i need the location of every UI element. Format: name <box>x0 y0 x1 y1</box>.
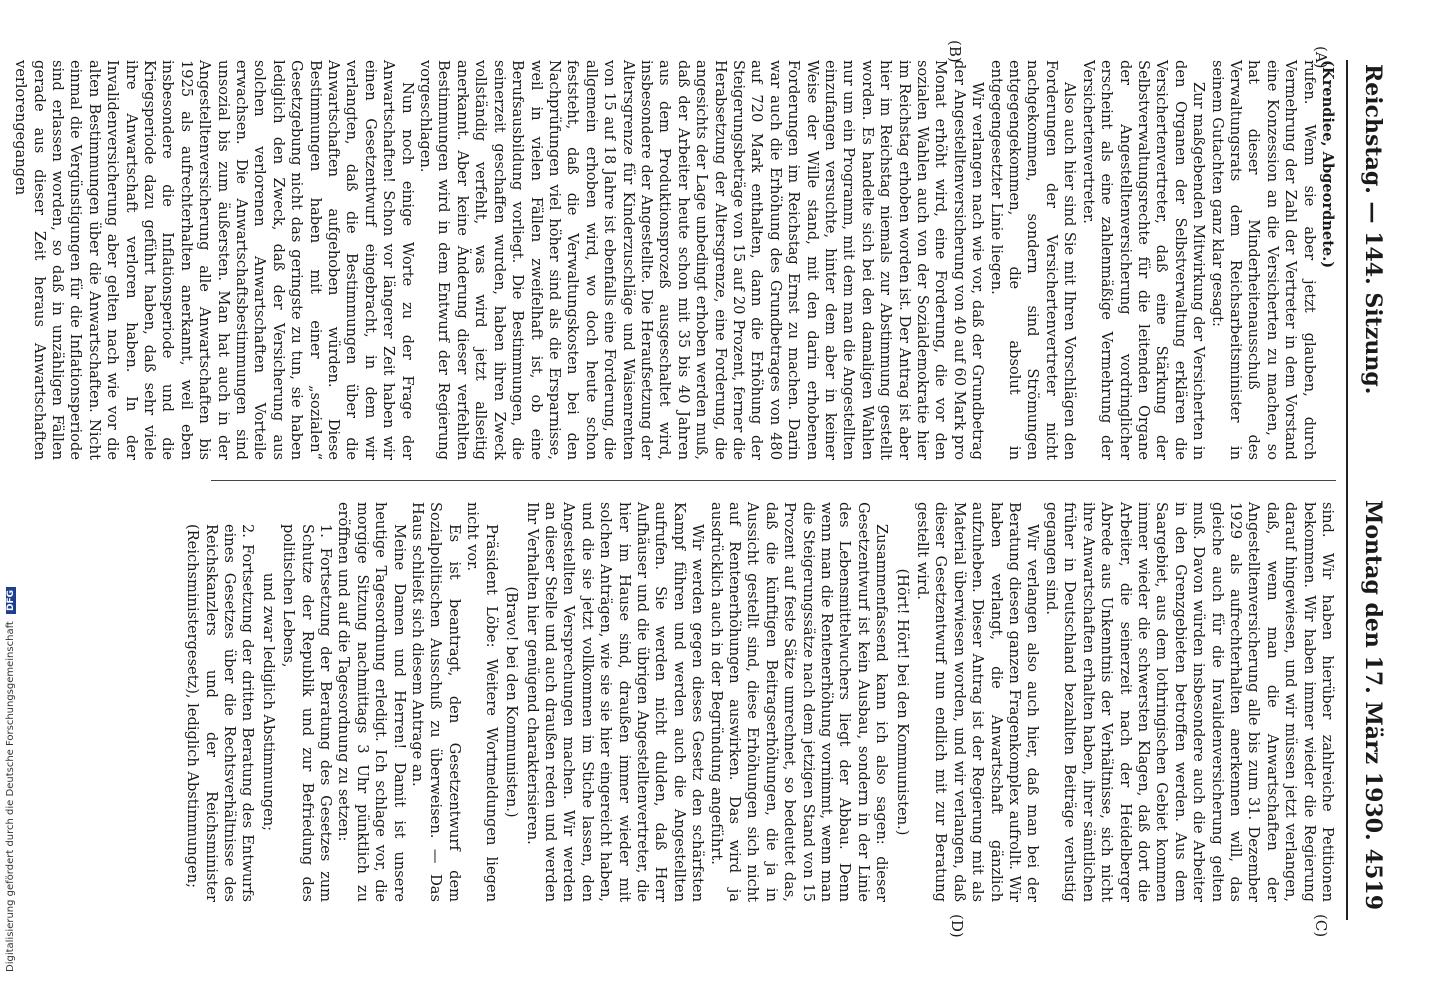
column-divider <box>211 480 1336 481</box>
paragraph: Wir verlangen nach wie vor, daß der Grundbetrag der Angestelltenversicherung von 40 auf 60 Mark pro Monat erhöht wird, eine Forderung, die vor den sozialen Wahlen auch von der Sozialdemokratie hier im Reichstag erhoben worden ist. Der Antrag ist aber hier im Reichstag niemals zur Abstimmung gestellt worden. Es handelte sich bei den damaligen Wahlen nur um ein Programm, mit dem man die Angestellten einzufangen versuchte, hinter dem aber in keiner Weise der Wille stand, mit den darin erhobenen Forderungen im Reichstag Ernst zu machen. Darin war auch die Erhöhung des Grundbetrages von 480 auf 720 Mark enthalten, dann die Erhöhung der Steigerungsbeträge von 15 auf 20 Prozent, ferner die Herabsetzung der Altersgrenze, eine Forderung, die angesichts der Lage unbedingt erhoben werden muß, daß der Arbeiter heute schon mit 35 bis 40 Jahren aus dem Produktionsprozeß ausgeschaltet wird, insbesondere der Angestellte. Die Heraufsetzung der Altersgrenze für Kinderzuschläge und Waisenrenten von 15 auf 18 Jahre ist ebenfalls eine Forderung, die allgemein erhoben wird, wo doch heute schon feststeht, daß die Verwaltungskosten bei den Nachprüfungen viel höher sind als die Ersparnisse, weil in vielen Fällen zweifelhaft ist, ob eine Berufsausbildung vorliegt. Die Bestimmungen, die seinerzeit geschaffen wurden, haben ihren Zweck vollständig verfehlt, was wird jetzt allseitig anerkannt. Aber keine Änderung dieser verfehlten Bestimmungen wird in dem Entwurf der Regierung vorgeschlagen. <box>417 60 987 460</box>
paragraph: (Hört! Hört! bei den Kommunisten.) <box>893 568 911 836</box>
paragraph: 1. Fortsetzung der Beratung des Gesetzes zum Schutze der Republik und zur Befriedung des politischen Lebens, <box>280 524 335 902</box>
paragraph: (Bravo! bei den Kommunisten.) <box>503 586 521 818</box>
paragraph: Zusammenfassend kann ich also sagen: dieser Gesetzentwurf ist kein Ausbau, sondern in der Linie des Lebensmittelwuchers liegt der Abbau. Denn wenn man die Rentenerhöhung vornimmt, wenn man die Steigerungssätze nach dem jetzigen Stand von 15 Prozent auf feste Sätze umrechnet, so bedeutet das, daß die künftigen Beitragserhöhungen, die ja in Aussicht gestellt sind, diese Erhöhungen sich nicht auf Rentenerhöhungen auswirken. Das wird ja ausdrücklich auch in der Begründung angeführt. <box>707 502 891 902</box>
page-header <box>1346 60 1386 940</box>
page-number: 4519 <box>1360 848 1386 910</box>
paragraph: Wir verlangen also auch hier, daß man bei der Beratung diesen ganzen Fragenkomplex aufrollt. Wir haben verlangt, die Anwartschaft gänzlich aufzuheben. Dieser Antrag ist der Regierung mit als Material überwiesen worden, und wir verlangen, daß dieser Gesetzentwurf nun endlich mit zur Beratung gestellt wird. <box>914 502 1042 902</box>
margin-mark-c: (C) <box>1312 914 1330 938</box>
paragraph: Nun noch einige Worte zu der Frage der Anwartschaften! Schon vor längerer Zeit haben wir einen Gesetzentwurf eingebracht, in dem wir verlangten, daß die Bestimmungen über die Anwartschaften aufgehoben würden. Diese Bestimmungen haben mit einer „sozialen“ Gesetzgebung nicht das geringste zu tun, sie haben lediglich den Zweck, daß der Versicherung aus solchen verlorenen Anwartschaften Vorteile erwachsen. Die Anwartschaftsbestimmungen sind unsozial bis zum äußersten. Man hat auch in der Angestelltenversicherung alle Anwartschaften bis 1925 als aufrechterhalten anerkannt, weil eben insbesondere die Inflationsperiode und die Kriegsperiode dazu geführt haben, daß sehr viele ihre Anwartschaft verloren haben. In der Invalidenversicherung aber gelten nach wie vor die alten Bestimmungen über die Anwartschaften. Nicht einmal die Vergünstigungen für die Inflationsperiode sind erlassen worden, so daß in unzähligen Fällen gerade aus dieser Zeit heraus Anwartschaften verlorengegangen <box>12 60 416 460</box>
right-column <box>184 502 1336 902</box>
paragraph: Also auch hier sind Sie mit Ihren Vorschlägen den Forderungen der Versichertenvertreter nicht nachgekommen, sondern sind Strömungen entgegengekommen, die absolut in entgegengesetzter Linie liegen. <box>987 60 1079 460</box>
paragraph: Meine Damen und Herren! Damit ist unsere heutige Tagesordnung erledigt. Ich schlage vor, die morgige Sitzung nachmittags 3 Uhr pünktlich zu eröffnen und auf die Tagesordnung zu setzen: <box>335 502 408 902</box>
credit-text: Digitalisierung gefördert durch die Deutsche Forschungsgemeinschaft <box>5 621 16 972</box>
paragraph: rufen. Wenn sie aber jetzt glauben, durch Vermehrung der Zahl der Vertreter in dem Vorstand eine Konzession an die Versicherten zu machen, so hat dieser Minderheitenausschuß des Verwaltungsrats dem Reichsarbeitsminister in seinem Gutachten ganz klar gesagt: <box>1208 60 1318 460</box>
margin-mark-a: (A) <box>1312 46 1330 69</box>
header-rule <box>1346 60 1348 920</box>
paragraph: 2. Fortsetzung der dritten Beratung des Entwurfs eines Gesetzes über die Rechtsverhältnisse des Reichskanzlers und der Reichsminister (Reichsministergesetz), lediglich Abstimmungen; <box>184 524 257 902</box>
scanned-page <box>12 40 1410 940</box>
paragraph: Zur maßgebenden Mitwirkung der Versicherten in den Organen der Selbstverwaltung erklären die Versichertenvertreter, daß eine Stärkung der Selbstverwaltungsrechte für die leitenden Organe der Angestelltenversicherung vordringlicher erscheint als eine zahlenmäßige Vermehrung der Versichertenvertreter. <box>1079 60 1208 460</box>
dfg-logo: DFG <box>6 587 16 614</box>
margin-mark-b: (B) <box>946 40 964 63</box>
paragraph: Wir werden gegen dieses Gesetz den schärfsten Kampf führen und werden auch die Angestellten aufrufen. Sie werden nicht dulden, daß Herr Aufhäuser und die übrigen Angestelltenvertreter, die hier im Hause sind, draußen immer wieder mit solchen Anträgen, wie sie sie hier eingereicht haben, und die sie jetzt vollkommen im Stiche lassen, den Angestellten Versprechungen machen. Wir werden an dieser Stelle und auch draußen reden und werden Ihr Verhalten hier genügend charakterisieren. <box>523 502 707 902</box>
left-column <box>12 60 1336 460</box>
paragraph: sind. Wir haben hierüber zahlreiche Petitionen bekommen. Wir haben immer wieder die Regierung darauf hingewiesen, und wir müssen jetzt verlangen, daß, wenn man die Anwartschaften der Angestelltenversicherung alle bis zum 31. Dezember 1929 als aufrechterhalten anerkennen will, das gleiche auch für die Invalidenversicherung gelten muß. Davon würden insbesondere auch die Arbeiter in den Grenzgebieten betroffen werden. Aus dem Saargebiet, aus dem lothringischen Gebiet kommen immer wieder die schwersten Klagen, daß dort die Arbeiter, die seinerzeit nach der Heidelberger Abrede aus Unkenntnis der Verhältnisse, sich nicht ihre Anwartschaften erhalten haben, ihrer sämtlichen früher in Deutschland bezahlten Beiträge verlustig gegangen sind. <box>1042 502 1336 902</box>
header-center: Montag den 17. März 1930. <box>1360 500 1386 841</box>
paragraph: Es ist beantragt, den Gesetzentwurf dem Sozialpolitischen Ausschuß zu überweisen. — Das Haus schließt sich diesem Antrage an. <box>409 502 463 902</box>
margin-mark-d: (D) <box>948 914 966 938</box>
header-left: Reichstag. — 144. Sitzung. <box>1360 64 1386 395</box>
paragraph: Präsident Löbe: Weitere Wortmeldungen liegen nicht vor. <box>464 502 500 902</box>
paragraph: und zwar lediglich Abstimmungen; <box>259 572 277 832</box>
digitization-credit <box>5 587 16 972</box>
paragraph: (Krendiee, Abgeordnete.) <box>1319 60 1336 269</box>
